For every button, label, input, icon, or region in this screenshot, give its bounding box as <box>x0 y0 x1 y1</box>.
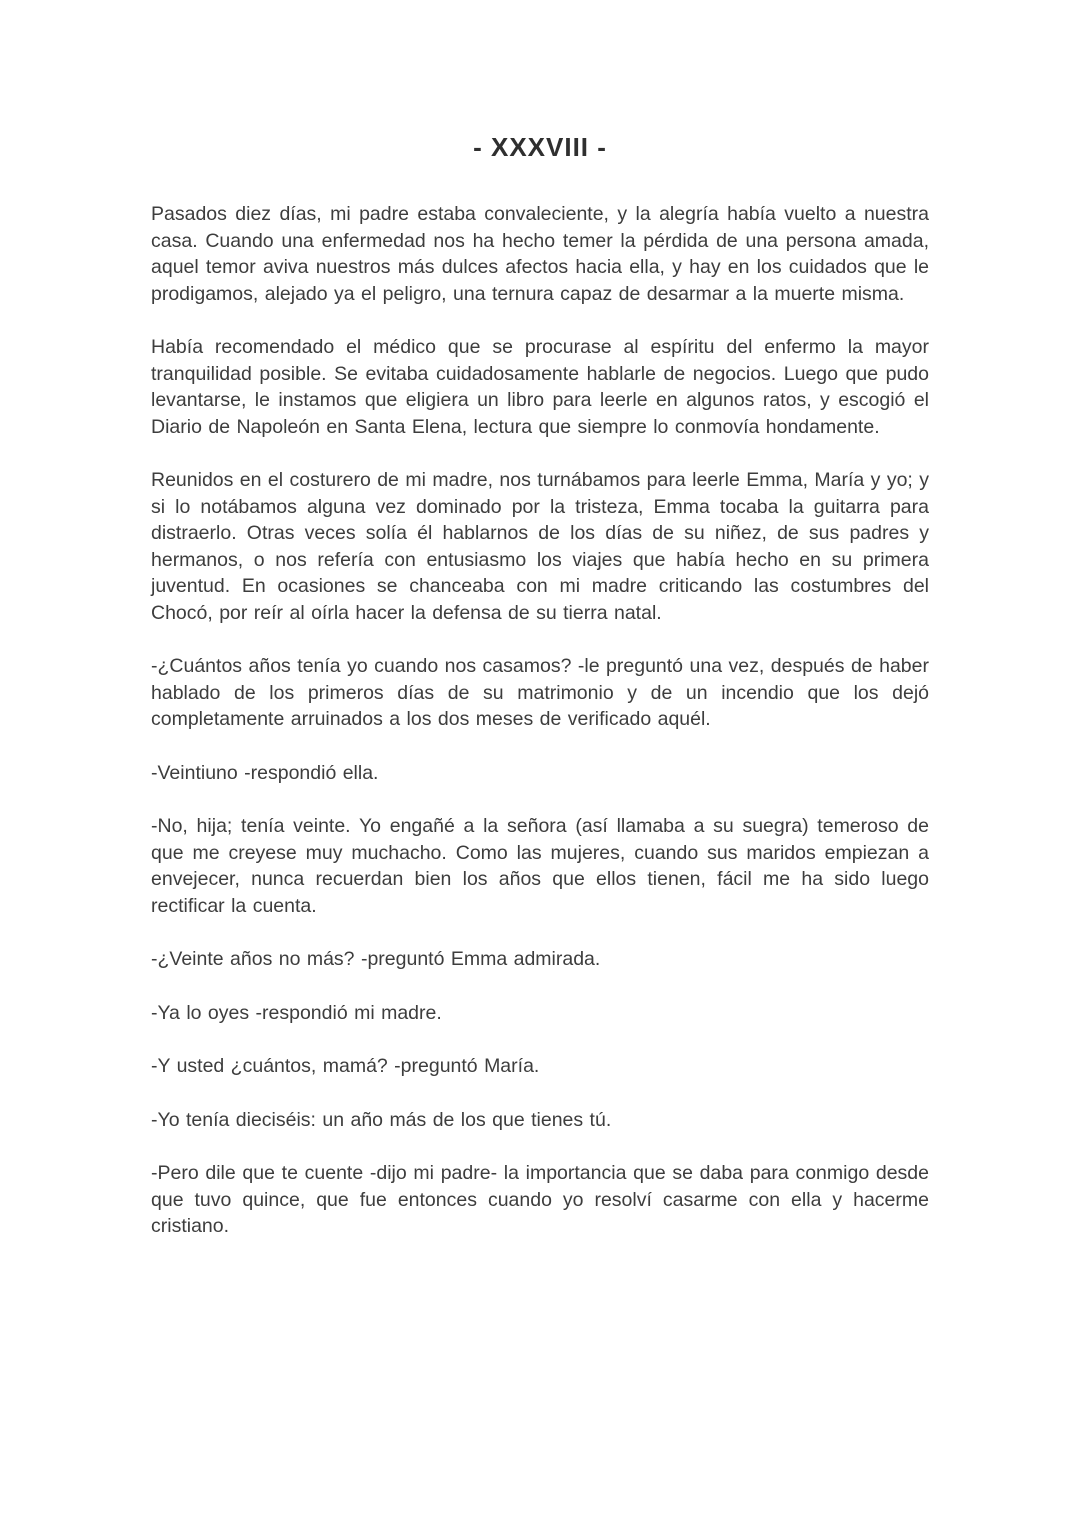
paragraph: -¿Cuántos años tenía yo cuando nos casamos? -le preguntó una vez, después de haber hablado de los primeros días de su matrimonio y de un incendio que los dejó completamente arruinados a los dos meses de verificado aquél. <box>151 655 929 730</box>
paragraph: -Veintiuno -respondió ella. <box>151 761 379 784</box>
paragraph: Reunidos en el costurero de mi madre, nos turnábamos para leerle Emma, María y yo; y si lo notábamos alguna vez dominado por la tristeza, Emma tocaba la guitarra para distraerlo. Otras veces solía él hablarnos de los días de su niñez, de sus padres y hermanos, o nos refería con entusiasmo los viajes que había hecho en su primera juventud. En ocasiones se chanceaba con mi madre criticando las costumbres del Chocó, por reír al oírla hacer la defensa de su tierra natal. <box>151 469 930 624</box>
paragraph: -Yo tenía dieciséis: un año más de los que tienes tú. <box>151 1108 612 1131</box>
paragraph: -Pero dile que te cuente -dijo mi padre- la importancia que se daba para conmigo desde que tuvo quince, que fue entonces cuando yo resolví casarme con ella y hacerme cristiano. <box>151 1162 929 1237</box>
paragraph: -No, hija; tenía veinte. Yo engañé a la señora (así llamaba a su suegra) temeroso de que me creyese muy muchacho. Como las mujeres, cuando sus maridos empiezan a envejecer, nunca recuerdan bien los años que ellos tienen, fácil me ha sido luego rectificar la cuenta. <box>151 815 929 917</box>
document-page <box>151 0 929 1320</box>
paragraph: -¿Veinte años no más? -preguntó Emma admirada. <box>151 948 601 970</box>
chapter-heading: - XXXVIII - <box>473 132 607 162</box>
paragraph: -Ya lo oyes -respondió mi madre. <box>151 1001 442 1024</box>
paragraph: Pasados diez días, mi padre estaba convaleciente, y la alegría había vuelto a nuestra casa. Cuando una enfermedad nos ha hecho temer la pérdida de una persona amada, aquel temor aviva nuestros más dulces afectos hacia ella, y hay en los cuidados que le prodigamos, alejado ya el peligro, una ternura capaz de desarmar a la muerte misma. <box>151 203 929 305</box>
paragraph: -Y usted ¿cuántos, mamá? -preguntó María. <box>151 1055 540 1077</box>
paragraphs-container <box>151 201 929 1240</box>
paragraph: Había recomendado el médico que se procurase al espíritu del enfermo la mayor tranquilidad posible. Se evitaba cuidadosamente hablarle de negocios. Luego que pudo levantarse, le instamos que eligiera un libro para leerle en algunos ratos, y escogió el Diario de Napoleón en Santa Elena, lectura que siempre lo conmovía hondamente. <box>151 336 929 438</box>
